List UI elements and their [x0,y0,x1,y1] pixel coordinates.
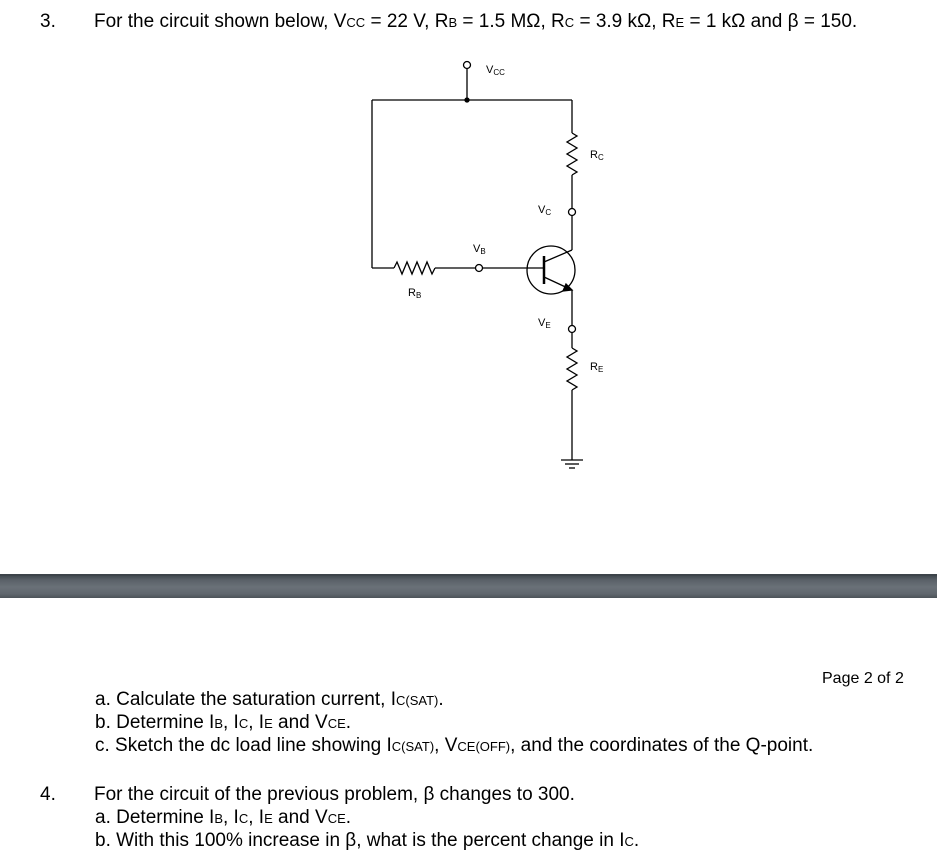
text-part: , I [223,712,239,733]
question-3b [95,712,351,734]
subscript: C(SAT) [396,693,439,708]
subscript: E [264,811,273,826]
problem-3-number: 3. [40,11,56,32]
text-part: . [345,807,352,828]
rb-subscript: B [448,15,458,30]
question-4b [95,830,639,852]
vc-label: VC [538,204,552,217]
rc-label: RC [590,149,604,162]
text-part: and V [272,807,328,828]
rb-label: RB [408,287,422,300]
statement-part: = 1.5 MΩ, R [457,11,565,32]
subscript: CE(OFF) [457,739,511,754]
statement-part: = 3.9 kΩ, R [574,11,676,32]
subscript: E [264,716,273,731]
text-part: b. With this 100% increase in β, what is the percent change in I [95,830,625,851]
text-part: and V [272,712,328,733]
text-part: , V [434,735,458,756]
subscript: C(SAT) [391,739,435,754]
text-part: b. Determine I [95,712,215,733]
vcc-terminal [464,62,471,69]
text-part: . [345,712,352,733]
question-3c [95,735,813,757]
vcc-subscript: CC [346,15,366,30]
page-divider [0,576,937,598]
emitter-arrow [563,284,572,291]
statement-part: = 22 V, R [365,11,449,32]
re-resistor [567,348,577,390]
page-number: Page 2 of 2 [822,670,904,687]
text-part: , and the coordinates of the Q-point. [510,735,814,756]
ve-label: VE [538,317,551,330]
subscript: B [214,716,223,731]
text-part: , I [248,807,265,828]
text-part: a. Calculate the saturation current, I [95,689,396,710]
statement-part: = 1 kΩ and β = 150. [684,11,858,32]
subscript: CE [327,811,346,826]
subscript: CE [327,716,346,731]
vb-label: VB [473,243,486,256]
subscript: C [238,716,249,731]
text-part: , I [248,712,265,733]
rc-subscript: C [564,15,575,30]
rb-resistor [394,262,435,274]
problem-4-number: 4. [40,784,56,805]
text-part: . [633,830,640,851]
question-4a [95,807,351,829]
problem-4-statement: For the circuit of the previous problem, β changes to 300. [94,784,575,805]
text-part: , I [223,807,239,828]
vcc-label: VCC [486,64,505,77]
ve-terminal [569,326,576,333]
text-part: c. Sketch the dc load line showing I [95,735,392,756]
re-label: RE [590,361,604,374]
text-part: . [438,689,444,710]
subscript: B [214,811,223,826]
re-subscript: E [675,15,685,30]
subscript: C [624,834,634,849]
transistor-collector [544,250,572,262]
vc-terminal [569,209,576,216]
statement-part: For the circuit shown below, V [94,11,347,32]
rc-resistor [567,133,577,175]
text-part: a. Determine I [95,807,215,828]
question-3a [95,689,444,711]
subscript: C [238,811,249,826]
vb-terminal [476,265,483,272]
